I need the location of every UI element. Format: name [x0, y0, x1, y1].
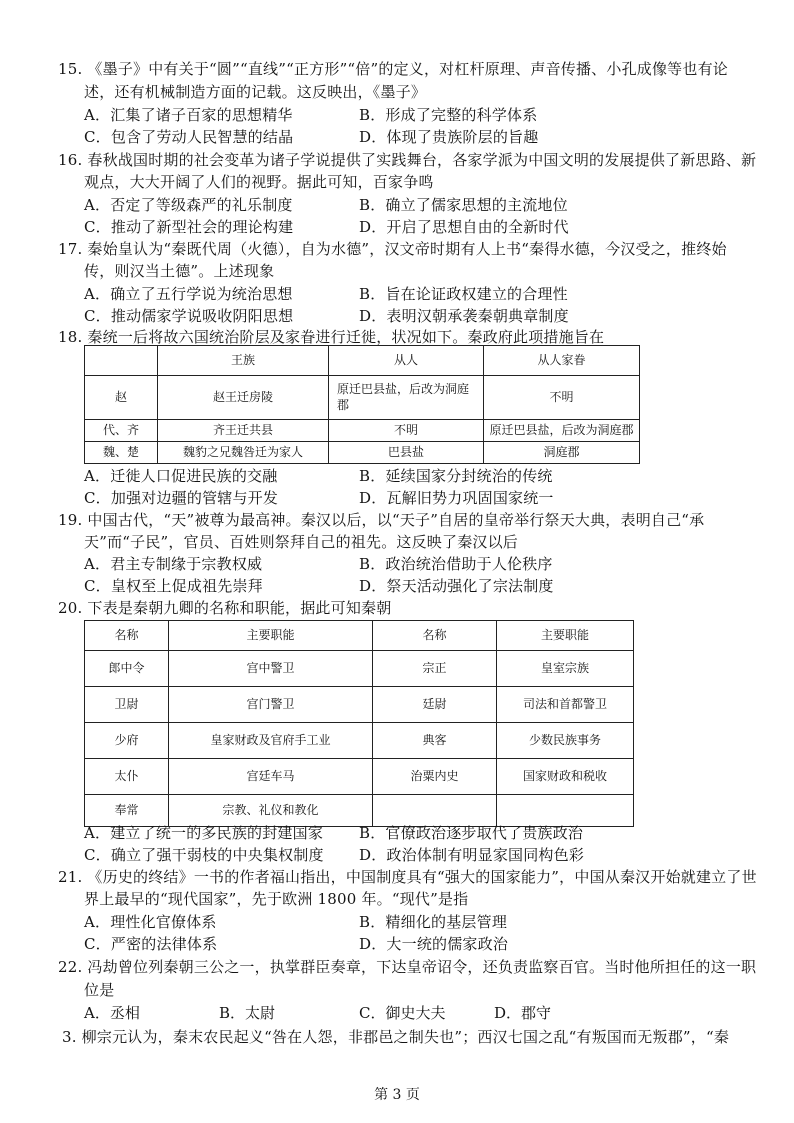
page-number: 第 3 页 — [374, 1087, 420, 1103]
q18-options-row2 — [84, 489, 744, 511]
table-cell — [497, 795, 634, 827]
table-header-row — [85, 346, 640, 376]
table-cell: 皇家财政及官府手工业 — [169, 723, 373, 759]
table-header-cell: 从人 — [329, 346, 484, 376]
table-row — [85, 723, 634, 759]
q21-option-c: C．严密的法律体系 — [84, 935, 218, 953]
table-cell: 齐王迁共县 — [158, 420, 329, 442]
q19-stem-line2: 天”而“子民”，官员、百姓则祭拜自己的祖先。这反映了秦汉以后 — [84, 533, 519, 551]
table-header-row — [85, 621, 634, 651]
table-cell: 赵王迁房陵 — [158, 376, 329, 420]
q22-stem-line2: 位是 — [84, 981, 115, 999]
q22-option-d: D．郡守 — [494, 1004, 552, 1022]
table-header-cell: 王族 — [158, 346, 329, 376]
q16-option-b: B．确立了儒家思想的主流地位 — [359, 196, 568, 214]
q15-option-c: C．包含了劳动人民智慧的结晶 — [84, 128, 294, 146]
q20-option-a: A．建立了统一的多民族的封建国家 — [84, 824, 324, 842]
q21-option-b: B．精细化的基层管理 — [359, 913, 508, 931]
q16-option-c: C．推动了新型社会的理论构建 — [84, 218, 294, 236]
q16-stem-line1: 16. 春秋战国时期的社会变革为诸子学说提供了实践舞台，各家学派为中国文明的发展提供了新思路、新 — [58, 151, 757, 169]
q20-nine-ministers-table — [84, 620, 634, 827]
table-row — [85, 376, 640, 420]
q19-option-d: D．祭天活动强化了宗法制度 — [359, 577, 554, 595]
table-cell: 原迁巴县盐，后改为洞庭郡 — [484, 420, 640, 442]
table-header-cell: 名称 — [85, 621, 169, 651]
table-cell: 少府 — [85, 723, 169, 759]
table-cell: 宗教、礼仪和教化 — [169, 795, 373, 827]
q20-option-b: B．官僚政治逐步取代了贵族政治 — [359, 824, 584, 842]
table-cell: 巴县盐 — [329, 442, 484, 464]
table-cell: 宗正 — [373, 651, 497, 687]
table-row — [85, 442, 640, 464]
q19-stem-line1: 19. 中国古代，“天”被尊为最高神。秦汉以后，以“天子”自居的皇帝举行祭天大典，表明自己“承 — [58, 511, 705, 529]
table-cell: 奉常 — [85, 795, 169, 827]
table-cell: 宫廷车马 — [169, 759, 373, 795]
q20-option-d: D．政治体制有明显家国同构色彩 — [359, 846, 585, 864]
q21-options-row2 — [84, 935, 744, 957]
table-row — [85, 759, 634, 795]
table-cell: 魏豹之兄魏咎迁为家人 — [158, 442, 329, 464]
table-cell: 赵 — [85, 376, 158, 420]
table-row — [85, 795, 634, 827]
q16-options-row2 — [84, 218, 744, 240]
q21-options-row1 — [84, 913, 744, 935]
q18-option-d: D．瓦解旧势力巩固国家统一 — [359, 489, 554, 507]
q18-option-b: B．延续国家分封统治的传统 — [359, 467, 553, 485]
table-cell: 国家财政和税收 — [497, 759, 634, 795]
q19-option-a: A．君主专制缘于宗教权威 — [84, 555, 263, 573]
table-row — [85, 420, 640, 442]
table-cell: 卫尉 — [85, 687, 169, 723]
q15-options-row1 — [84, 106, 744, 128]
q16-option-d: D．开启了思想自由的全新时代 — [359, 218, 569, 236]
q20-options-row2 — [84, 846, 744, 868]
q15-option-b: B．形成了完整的科学体系 — [359, 106, 538, 124]
table-row — [85, 651, 634, 687]
q21-stem-line1: 21. 《历史的终结》一书的作者福山指出，中国制度具有“强大的国家能力”，中国从秦汉开始就建立了世 — [58, 868, 757, 886]
table-cell: 魏、楚 — [85, 442, 158, 464]
table-cell — [373, 795, 497, 827]
q20-options-row1 — [84, 824, 744, 846]
q17-option-b: B．旨在论证政权建立的合理性 — [359, 285, 568, 303]
table-header-cell: 名称 — [373, 621, 497, 651]
table-header-cell — [85, 346, 158, 376]
q22-option-b: B．太尉 — [219, 1004, 276, 1022]
table-cell: 宫门警卫 — [169, 687, 373, 723]
q21-option-d: D．大一统的儒家政治 — [359, 935, 509, 953]
table-cell: 洞庭郡 — [484, 442, 640, 464]
q21-stem-line2: 界上最早的“现代国家”，先于欧洲 1800 年。“现代”是指 — [84, 890, 469, 908]
table-cell: 不明 — [329, 420, 484, 442]
table-cell: 典客 — [373, 723, 497, 759]
q23-stem-line1: 3. 柳宗元认为，秦末农民起义“咎在人怨，非郡邑之制失也”；西汉七国之乱“有叛国而无叛郡”，“秦 — [62, 1028, 730, 1046]
q17-stem-line1: 17. 秦始皇认为“秦既代周（火德），自为水德”，汉文帝时期有人上书“秦得水德，今汉受之，推终始 — [58, 240, 727, 258]
q19-options-row2 — [84, 577, 744, 599]
table-header-cell: 主要职能 — [169, 621, 373, 651]
q16-stem-line2: 观点，大大开阔了人们的视野。据此可知，百家争鸣 — [84, 173, 434, 191]
q22-options-row — [84, 1004, 744, 1026]
table-row — [85, 687, 634, 723]
table-cell: 原迁巴县盐，后改为洞庭郡 — [329, 376, 484, 420]
q17-stem-line2: 传，则汉当土德”。上述现象 — [84, 262, 275, 280]
table-cell: 代、齐 — [85, 420, 158, 442]
table-cell: 治粟内史 — [373, 759, 497, 795]
table-cell: 皇室宗族 — [497, 651, 634, 687]
q17-option-a: A．确立了五行学说为统治思想 — [84, 285, 293, 303]
q22-stem-line1: 22. 冯劫曾位列秦朝三公之一，执掌群臣奏章，下达皇帝诏令，还负责监察百官。当时他所担任的这一职 — [58, 958, 757, 976]
table-cell: 郎中令 — [85, 651, 169, 687]
q20-stem-line1: 20. 下表是秦朝九卿的名称和职能，据此可知秦朝 — [58, 599, 392, 617]
q19-option-c: C．皇权至上促成祖先崇拜 — [84, 577, 263, 595]
table-cell: 不明 — [484, 376, 640, 420]
table-header-cell: 从人家眷 — [484, 346, 640, 376]
q18-option-c: C．加强对边疆的管辖与开发 — [84, 489, 279, 507]
q15-stem-line1: 15. 《墨子》中有关于“圆”“直线”“正方形”“倍”的定义，对杠杆原理、声音传播、小孔成像等也有论 — [58, 60, 728, 78]
table-header-cell: 主要职能 — [497, 621, 634, 651]
q17-options-row1 — [84, 285, 744, 307]
q16-options-row1 — [84, 196, 744, 218]
q18-option-a: A．迁徙人口促进民族的交融 — [84, 467, 278, 485]
q15-stem-line2: 述，还有机械制造方面的记载。这反映出，《墨子》 — [84, 83, 427, 101]
q17-option-c: C．推动儒家学说吸收阴阳思想 — [84, 307, 294, 325]
table-cell: 少数民族事务 — [497, 723, 634, 759]
q22-option-a: A．丞相 — [84, 1004, 140, 1022]
q18-migration-table — [84, 345, 640, 464]
q15-option-d: D．体现了贵族阶层的旨趣 — [359, 128, 539, 146]
table-cell: 宫中警卫 — [169, 651, 373, 687]
table-cell: 太仆 — [85, 759, 169, 795]
q19-options-row1 — [84, 555, 744, 577]
q17-option-d: D．表明汉朝承袭秦朝典章制度 — [359, 307, 569, 325]
q19-option-b: B．政治统治借助于人伦秩序 — [359, 555, 553, 573]
q16-option-a: A．否定了等级森严的礼乐制度 — [84, 196, 293, 214]
q15-option-a: A．汇集了诸子百家的思想精华 — [84, 106, 293, 124]
table-cell: 廷尉 — [373, 687, 497, 723]
q18-options-row1 — [84, 467, 744, 489]
q22-option-c: C．御史大夫 — [359, 1004, 446, 1022]
q21-option-a: A．理性化官僚体系 — [84, 913, 217, 931]
q18-stem-line1: 18. 秦统一后将故六国统治阶层及家眷进行迁徙，状况如下。秦政府此项措施旨在 — [58, 328, 605, 346]
q17-options-row2 — [84, 307, 744, 329]
q20-option-c: C．确立了强干弱枝的中央集权制度 — [84, 846, 324, 864]
q15-options-row2 — [84, 128, 744, 150]
table-cell: 司法和首都警卫 — [497, 687, 634, 723]
